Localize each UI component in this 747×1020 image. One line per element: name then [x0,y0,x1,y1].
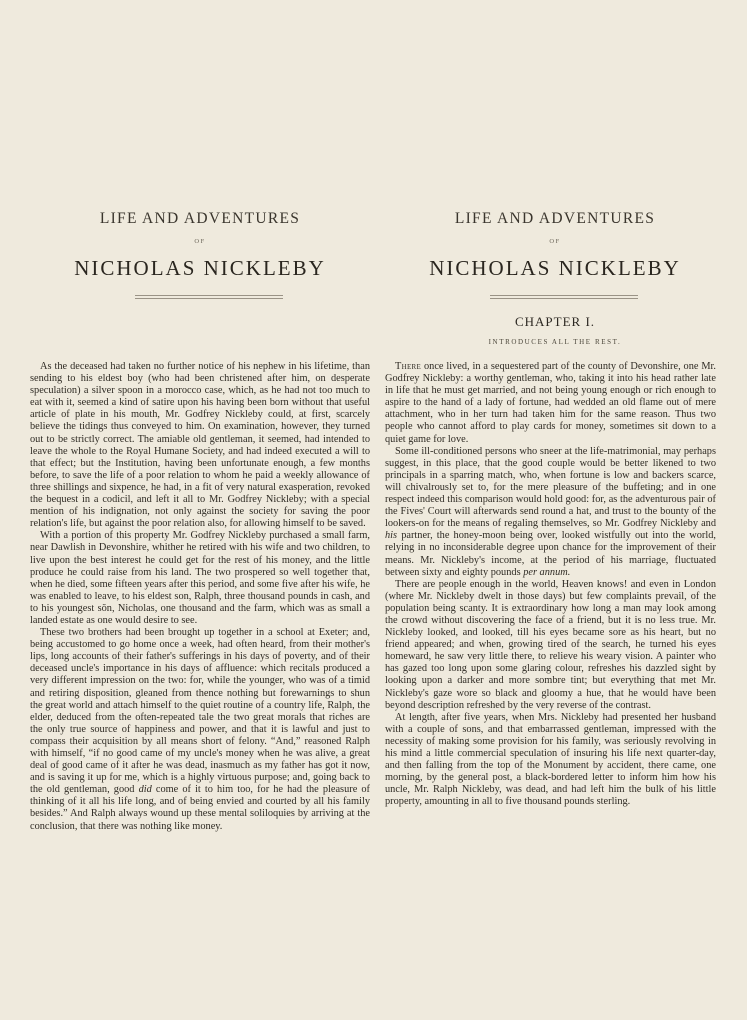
of-label: OF [194,238,206,245]
of-label: OF [549,238,561,245]
paragraph [385,361,716,446]
running-title: LIFE AND ADVENTURES [99,210,301,227]
paragraph-text: Some ill-conditioned persons who sneer at the life-matrimonial, may perhaps suggest, in this place, that the good couple would be better likened to two principals in a sparring match, who, when fortune is low and backers scarce, will chivalrously set to, for the mere pleasure of the buffeting; and in one respect indeed this comparison would hold good: for, as the adventurous pair of the Fives' Court will afterwards send round a hat, and trust to the bounty of the lookers-on for the means of regaling themselves, so Mr. Godfrey Nickleby and [385,445,716,530]
paragraph [385,446,716,579]
paragraph-text: These two brothers had been brought up together in a school at Exeter; and, being accustomed to go home once a week, had often heard, from their mother's lips, long accounts of their father's sufferings in his days of poverty, and of their deceased uncle's importance in his days of affluence: which recitals produced a very different impression on the two: for, while the younger, who was of a timid and retiring disposition, gleaned from thence nothing but forewarnings to shun the great world and attach himself to the quiet routine of a country life, Ralph, the elder, deduced from the often-repeated tale the two great morals that riches are the only true source of happiness and power, and that it is lawful and just to compass their acquisition by all means short of felony. “And,” reasoned Ralph with himself, “if no good came of my uncle's money when he was alive, a great deal of good came of it after he was dead, inasmuch as my father has got it now, and is saving it up for me, which is a highly virtuous purpose; and, going back to the old gentleman, good [30,627,370,796]
paragraph: At length, after five years, when Mrs. Nickleby had presented her husband with a couple of sons, and that embarrassed gentleman, impressed with the necessity of making some provision for his family, was seriously revolving in his mind a little commercial speculation of insuring his life next quarter-day, and then falling from the top of the Monument by accident, there came, one morning, by the general post, a black-bordered letter to inform him how his uncle, Mr. Ralph Nickleby, was dead, and had left him the bulk of his little property, amounting in all to five thousand pounds sterling. [385,711,716,808]
paragraph: There are people enough in the world, Heaven knows! and even in London (where Mr. Nickleby dwelt in those days) but few complaints prevail, of the population being scanty. It is extraordinary how long a man may look among the crowd without discovering the face of a friend, but it is no less true. Mr. Nickleby looked, and looked, till his eyes became sore as his heart, but no friend appeared; and when, growing tired of the search, he turned his eyes homeward, he saw very little there, to relieve his weary vision. A painter who has gazed too long upon some glaring colour, refreshes his dazzled sight by looking upon a darker and more sombre tint; but everything that met Mr. Nickleby's gaze wore so black and gloomy a hue, that he would have been beyond description refreshed by the very reverse of the contrast. [385,578,716,711]
italic-word: his [385,530,398,542]
italic-word: per annum. [523,566,571,578]
ornamental-rule [135,295,283,299]
book-title: NICHOLAS NICKLEBY [74,256,326,280]
opening-word: There [395,361,422,372]
paragraph: With a portion of this property Mr. Godfrey Nickleby purchased a small farm, near Dawlish in Devonshire, whither he retired with his wife and two children, to live upon the best interest he could get for the rest of his money, and the little produce he could raise from his land. The two prospered so well together that, when he died, some fifteen years after this period, and some five after his wife, he was enabled to leave, to his eldest son, Ralph, three thousand pounds in cash, and to his youngest sŏn, Nicholas, one thousand and the farm, which was as small a landed estate as one would desire to see. [30,530,370,626]
paragraph [30,627,370,833]
paragraph-text: partner, the honey-moon being over, looked wistfully out into the world, relying in no inconsiderable degree upon chance for the improvement of their means. Mr. Nickleby's income, at the period of his marriage, fluctuated between sixty and eighty pounds [385,530,716,578]
chapter-subtitle: INTRODUCES ALL THE REST. [488,338,622,346]
paragraph: As the deceased had taken no further notice of his nephew in his lifetime, than sending to his eldest boy (who had been christened after him, on desperate speculation) a silver spoon in a morocco case, which, as he had not too much to eat with it, seemed a kind of satire upon his having been born without that useful article of plate in his mouth, Mr. Godfrey Nickleby could, at first, scarcely believe the tidings thus conveyed to him. On examination, however, they turned out to be strictly correct. The amiable old gentleman, it seemed, had intended to leave the whole to the Royal Humane Society, and had indeed executed a will to that effect; but the Institution, having been unfortunate enough, a few months before, to save the life of a poor relation to whom he paid a weekly allowance of three shillings and sixpence, he had, in a fit of very natural exasperation, revoked the bequest in a codicil, and left it all to Mr. Godfrey Nickleby; with a special mention of his indignation, not only against the society for saving the poor relation's life, but against the poor relation also, for allowing himself to be saved. [30,361,370,530]
paragraph-text: once lived, in a sequestered part of the county of Devonshire, one Mr. Godfrey Nickleby: a worthy gentleman, who, taking it into his head rather late in life that he must get married, and not being young enough or rich enough to aspire to the hand of a lady of fortune, had wedded an old flame out of mere attachment, who in her turn had taken him for the same reason. Thus two people who cannot afford to play cards for money, sometimes sit down to a quiet game for love. [385,361,716,445]
body-text [385,361,716,808]
paragraph-text: come of it to him too, for he had the pleasure of thinking of it all his life long, and of being envied and courted by all his family besides.” And Ralph always wound up these mental soliloquies by arriving at the conclusion, that there was nothing like money. [30,784,370,832]
chapter-heading: CHAPTER I. [514,314,596,329]
running-title: LIFE AND ADVENTURES [454,210,656,227]
book-title: NICHOLAS NICKLEBY [429,256,681,280]
ornamental-rule [490,295,638,299]
italic-word: did [138,784,152,796]
body-text [30,361,370,833]
